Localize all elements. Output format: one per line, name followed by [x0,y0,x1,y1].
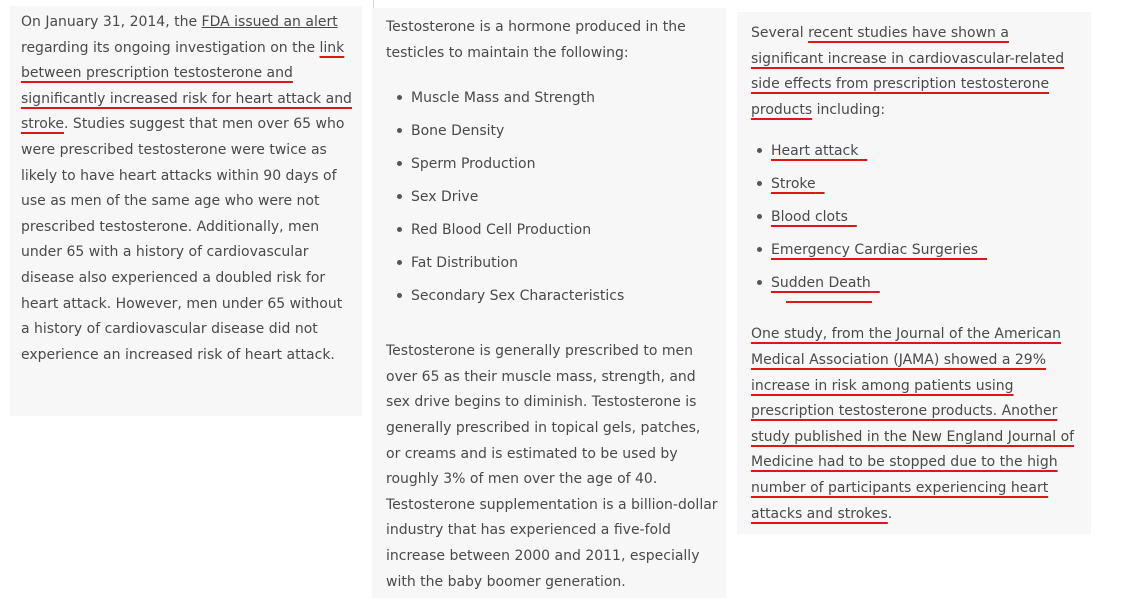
list-item: Heart attack [751,139,1083,172]
bullet-icon [397,161,402,166]
bullet-icon [757,181,762,186]
list-item: Red Blood Cell Production [386,218,718,251]
list-item: Sudden Death [751,271,1083,304]
list-item: Stroke [751,172,1083,205]
studies-text: . Studies suggest that men over 65 who were prescribed testosterone were twice as likely to have heart attacks within 90 days of use as men of the same age who were not prescribed testosterone. Additionally, men under 65 with a history of cardiovascular disease also experienced a doubled risk for heart attack. However, men under 65 without a history of cardiovascular disease did not experience an increased risk of heart attack. [21,116,345,363]
bullet-icon [397,128,402,133]
after-link-text: regarding its ongoing investigation on the [21,39,320,56]
list-item: Sex Drive [386,185,718,218]
studies-intro: Several recent studies have shown a significant increase in cardiovascular-related side effects from prescription testosterone products including: [751,25,1065,118]
highlighted-risk-text: link between prescription testosterone and significantly increased risk for heart attack and stroke [21,39,352,133]
bullet-icon [397,293,402,298]
bullet-icon [397,194,402,199]
highlighted-studies-text: recent studies have shown a significant increase in cardiovascular-related side effects from prescription testosterone products [751,25,1065,118]
fda-alert-column [10,6,362,416]
intro-text: On January 31, 2014, the [21,14,202,30]
fda-alert-paragraph [21,10,354,368]
side-effects-column [737,12,1091,534]
fda-alert-link[interactable]: FDA issued an alert [201,14,338,30]
side-effects-list [751,139,1083,304]
bullet-icon [397,227,402,232]
list-item: Emergency Cardiac Surgeries [751,238,1083,271]
list-item: Blood clots [751,205,1083,238]
hormone-intro: Testosterone is a hormone produced in the testicles to maintain the following: [386,19,686,61]
bullet-icon [757,280,762,285]
highlighted-study-text: One study, from the Journal of the American Medical Association (JAMA) showed a 29% increase in risk among patients using prescription testosterone products. Another study published in the New England Journal of Medicine had to be stopped due to the high number of participants experiencing heart attacks and strokes [751,326,1075,522]
bullet-icon [397,95,402,100]
list-item: Bone Density [386,119,718,152]
annotation-underline [786,301,872,303]
bullet-icon [757,148,762,153]
list-item: Muscle Mass and Strength [386,86,718,119]
list-item: Sperm Production [386,152,718,185]
bullet-icon [757,247,762,252]
list-item: Secondary Sex Characteristics [386,284,718,317]
bullet-icon [757,214,762,219]
list-item: Fat Distribution [386,251,718,284]
functions-list [386,86,718,317]
jama-study-paragraph: One study, from the Journal of the American Medical Association (JAMA) showed a 29% increase in risk among patients using prescription testosterone products. Another study published in the New England Journal of Medicine had to be stopped due to the high number of participants experiencing heart attacks and strokes. [751,326,1075,522]
testosterone-info-column [372,8,726,598]
prescription-paragraph: Testosterone is generally prescribed to men over 65 as their muscle mass, strength, and sex drive begins to diminish. Testosterone is generally prescribed in topical gels, patches, or creams and is estimated to be used by roughly 3% of men over the age of 40. Testosterone supplementation is a billion-dollar industry that has experienced a five-fold increase between 2000 and 2011, especially with the baby boomer generation. [386,343,718,590]
column-divider [373,0,374,8]
bullet-icon [397,260,402,265]
